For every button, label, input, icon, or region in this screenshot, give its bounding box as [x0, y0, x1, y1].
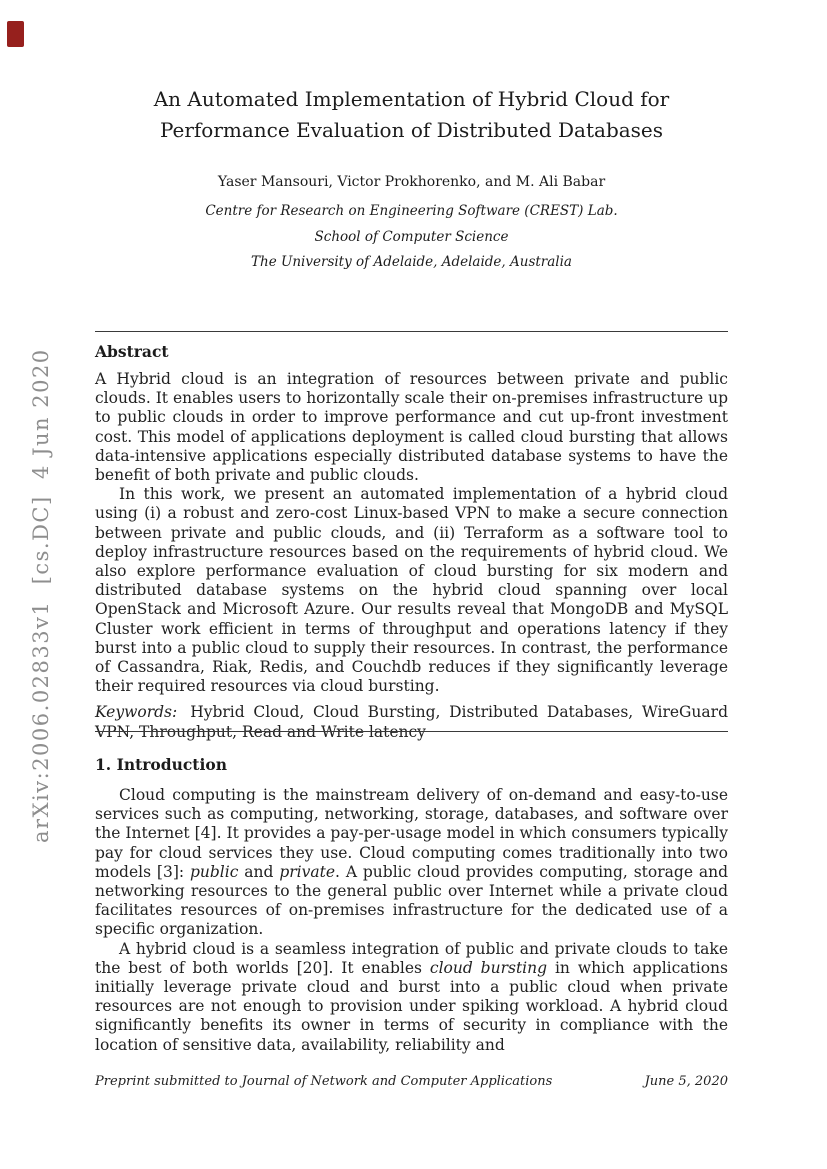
- abstract-bottom-rule: [95, 731, 728, 732]
- abstract-heading: Abstract: [95, 342, 169, 361]
- intro-p2-text-end: in which applications initially leverage private cloud and burst into a public cloud when private resources are not enough to provision under spiking workload. A hybrid cloud significantly benefits its owner in terms of security in compliance with the location of sensitive data, availability, reliability and: [95, 958, 728, 1054]
- introduction-body: [95, 786, 728, 1055]
- introduction-paragraph-2: [95, 940, 728, 1055]
- section-heading-introduction: 1. Introduction: [95, 755, 227, 774]
- introduction-paragraph-1: [95, 786, 728, 940]
- abstract-paragraph-1: A Hybrid cloud is an integration of resources between private and public clouds. It enables users to horizontally scale their on-premises infrastructure up to public clouds in order to improve performance and cut up-front investment cost. This model of applications deployment is called cloud bursting that allows data-intensive applications especially distributed database systems to have the benefit of both private and public clouds.: [95, 370, 728, 485]
- intro-p2-italic-cloud-bursting: cloud bursting: [429, 958, 548, 977]
- page-footer: [95, 1074, 728, 1089]
- arxiv-watermark-text: arXiv:2006.02833v1 [cs.DC] 4 Jun 2020: [29, 348, 53, 843]
- keywords-label: Keywords:: [95, 703, 178, 722]
- red-corner-marker: [7, 21, 24, 47]
- intro-p1-italic-public: public: [189, 862, 239, 881]
- intro-p1-text: Cloud computing is the mainstream delivery of on-demand and easy-to-use services such as computing, networking, storage, databases, and software over the Internet [4]. It provides a pay-per-usage model in which consumers typically pay for cloud services they use. Cloud computing comes traditionally into two models [3]:: [95, 786, 728, 881]
- intro-p1-text-end: . A public cloud provides computing, storage and networking resources to the general public over Internet while a private cloud facilitates resources of on-premises infrastructure for the dedicated use of a specific organization.: [95, 862, 729, 939]
- intro-p1-text-mid: and: [238, 862, 280, 881]
- affiliation-block: [95, 199, 728, 276]
- keywords-line: [95, 703, 728, 741]
- affiliation-line-2: School of Computer Science: [314, 228, 509, 245]
- paper-content-column: [95, 0, 728, 1169]
- keywords-text: Hybrid Cloud, Cloud Bursting, Distributed Databases, WireGuard VPN, Throughput, Read and Write latency: [95, 703, 728, 741]
- affiliation-line-1: Centre for Research on Engineering Software (CREST) Lab.: [205, 203, 618, 219]
- footer-date: June 5, 2020: [644, 1074, 728, 1089]
- authors-line: Yaser Mansouri, Victor Prokhorenko, and M. Ali Babar: [217, 174, 606, 190]
- affiliation-line-3: The University of Adelaide, Adelaide, Australia: [251, 254, 572, 270]
- arxiv-watermark: [5, 348, 77, 875]
- abstract-paragraph-2: In this work, we present an automated implementation of a hybrid cloud using (i) a robust and zero-cost Linux-based VPN to make a secure connection between private and public clouds, and (ii) Terraform as a software tool to deploy infrastructure resources based on the requirements of hybrid cloud. We also explore performance evaluation of cloud bursting for six modern and distributed database systems on the hybrid cloud spanning over local OpenStack and Microsoft Azure. Our results reveal that MongoDB and MySQL Cluster work efficient in terms of throughput and operations latency if they burst into a public cloud to supply their resources. In contrast, the performance of Cassandra, Riak, Redis, and Couchdb reduces if they significantly leverage their required resources via cloud bursting.: [95, 485, 728, 696]
- paper-title: An Automated Implementation of Hybrid Cloud for Performance Evaluation of Distributed Databases: [153, 87, 670, 142]
- footer-preprint-note: Preprint submitted to Journal of Network and Computer Applications: [95, 1074, 553, 1089]
- intro-p1-italic-private: private: [279, 862, 336, 881]
- intro-p2-text: A hybrid cloud is a seamless integration of public and private clouds to take the best of both worlds [20]. It enables: [95, 939, 728, 977]
- abstract-body: [95, 370, 728, 742]
- abstract-top-rule: [95, 331, 728, 332]
